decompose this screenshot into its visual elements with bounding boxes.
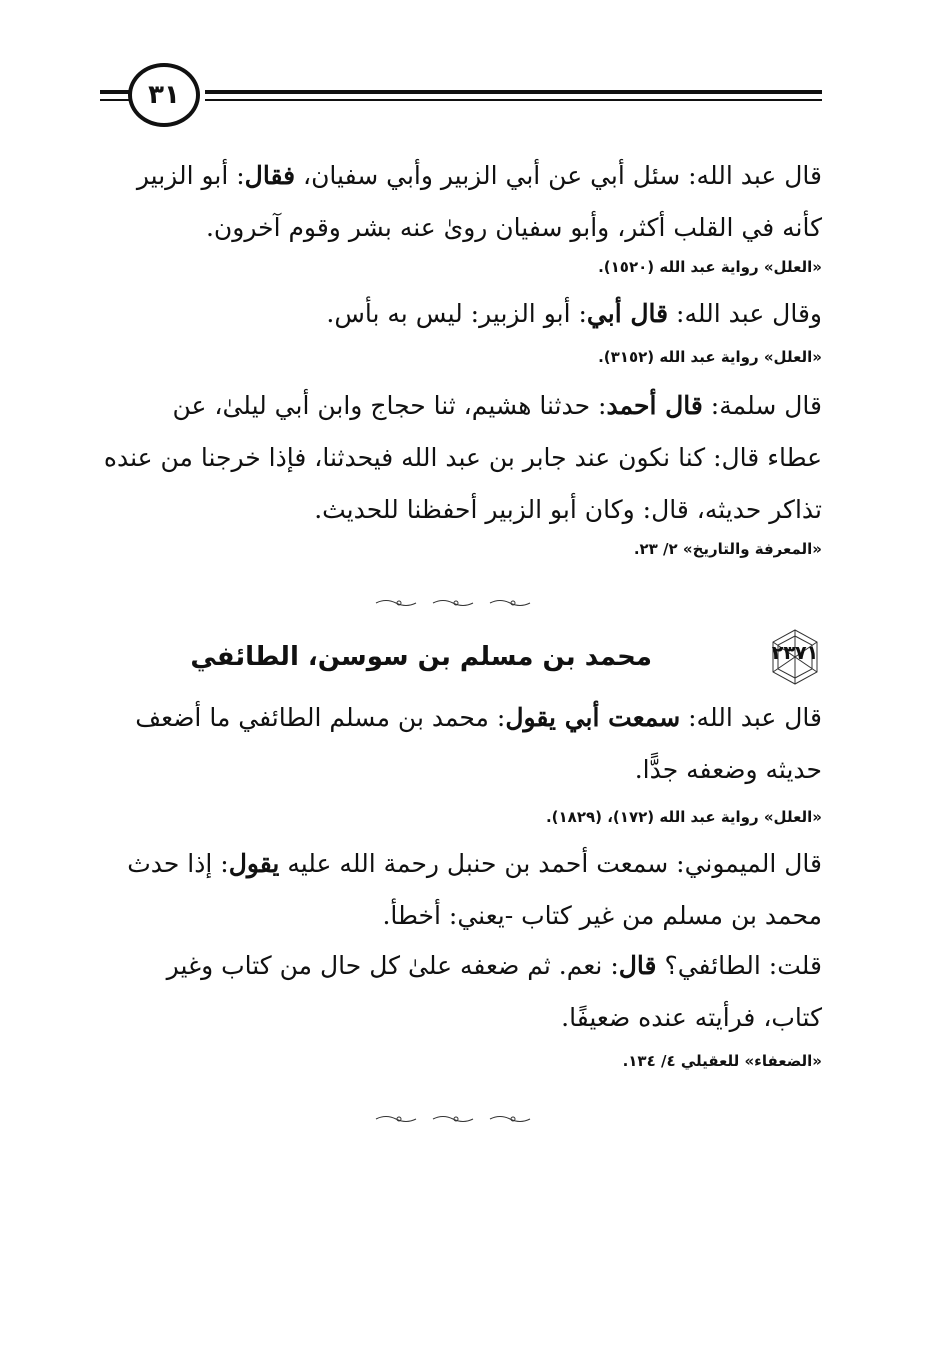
source-citation: «الضعفاء» للعقيلي ٤/ ١٣٤.	[622, 1052, 822, 1070]
ornament-divider	[371, 598, 541, 608]
paragraph-text	[100, 940, 822, 1044]
paragraph-1	[100, 150, 822, 254]
text-line: حديثه وضعفه جدًّا.	[634, 755, 822, 784]
text-line: قال عبد الله: سمعت أبي يقول: محمد بن مسلم الطائفي ما أضعف	[135, 703, 822, 732]
ornament-divider	[371, 1114, 541, 1124]
source-citation: «العلل» رواية عبد الله (١٧٢)، (١٨٢٩).	[545, 808, 822, 826]
page-number-circle	[128, 63, 200, 127]
text-line: وقال عبد الله: قال أبي: أبو الزبير: ليس به بأس.	[326, 299, 822, 328]
header-rule-left-thin	[100, 99, 130, 101]
text-line: محمد بن مسلم من غير كتاب -يعني: أخطأ.	[382, 901, 822, 930]
paragraph-text	[100, 380, 822, 536]
paragraph-text	[100, 692, 822, 796]
header-rule-thin	[205, 99, 822, 101]
paragraph-2	[100, 288, 822, 340]
text-line: عطاء قال: كنا نكون عند جابر بن عبد الله فيحدثنا، فإذا خرجنا من عنده	[103, 443, 822, 472]
page-number: ٣١	[148, 80, 180, 110]
text-line: كتاب، فرأيته عنده ضعيفًا.	[561, 1003, 822, 1032]
text-line: تذاكر حديثه، قال: وكان أبو الزبير أحفظنا للحديث.	[314, 495, 822, 524]
source-citation: «المعرفة والتاريخ» ٢/ ٢٣.	[633, 540, 822, 558]
source-citation: «العلل» رواية عبد الله (٣١٥٢).	[598, 348, 822, 366]
paragraph-text	[100, 838, 822, 942]
paragraph-text	[100, 288, 822, 340]
text-line: قال الميموني: سمعت أحمد بن حنبل رحمة الله عليه يقول: إذا حدث	[127, 849, 822, 878]
header-rule-thick	[205, 90, 822, 94]
text-line: قال عبد الله: سئل أبي عن أبي الزبير وأبي سفيان، فقال: أبو الزبير	[136, 161, 822, 190]
text-line: كأنه في القلب أكثر، وأبو سفيان روىٰ عنه بشر وقوم آخرون.	[205, 213, 822, 242]
entry-title: محمد بن مسلم بن سوسن، الطائفي	[190, 642, 652, 672]
source-citation: «العلل» رواية عبد الله (١٥٢٠).	[598, 258, 822, 276]
paragraph-5	[100, 838, 822, 942]
paragraph-3	[100, 380, 822, 536]
paragraph-text	[100, 150, 822, 254]
paragraph-6	[100, 940, 822, 1044]
paragraph-4	[100, 692, 822, 796]
entry-number: ٢٣٧١	[771, 642, 819, 664]
header-rule-left-thick	[100, 90, 130, 94]
text-line: قال سلمة: قال أحمد: حدثنا هشيم، ثنا حجاج وابن أبي ليلىٰ، عن	[172, 391, 822, 420]
text-line: قلت: الطائفي؟ قال: نعم. ثم ضعفه علىٰ كل حال من كتاب وغير	[166, 951, 822, 980]
